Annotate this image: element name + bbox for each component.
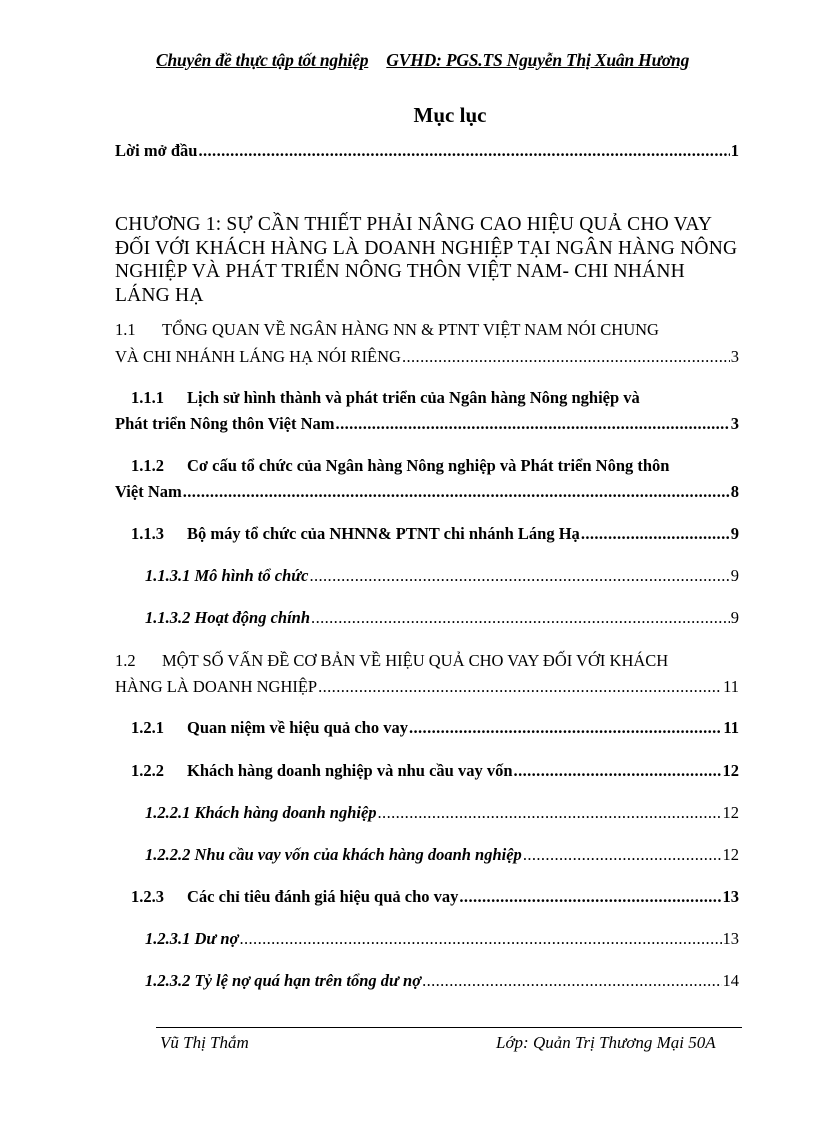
toc-entry-1-2-3[interactable]: 1.2.3 Các chỉ tiêu đánh giá hiệu quả cho vay ..... 13	[131, 887, 739, 907]
leader-dots	[198, 141, 729, 161]
toc-entry-1-1-3-1[interactable]: 1.1.3.1 Mô hình tổ chức ..... 9	[145, 566, 739, 586]
toc-entry-intro[interactable]	[115, 141, 739, 161]
toc-entry-1-1-3-2[interactable]: 1.1.3.2 Hoạt động chính ..... 9	[145, 608, 739, 628]
toc-entry-1-1-2-line1[interactable]: 1.1.2 Cơ cấu tổ chức của Ngân hàng Nông nghiệp và Phát triển Nông thôn	[131, 456, 670, 475]
toc-title: Mục lục	[413, 103, 487, 127]
toc-entry-1-2-line1[interactable]: 1.2 MỘT SỐ VẤN ĐỀ CƠ BẢN VỀ HIỆU QUẢ CHO VAY ĐỐI VỚI KHÁCH	[115, 651, 669, 670]
leader-dots	[523, 845, 722, 865]
toc-entry-1-2-line2[interactable]: HÀNG LÀ DOANH NGHIỆP ..... 11	[115, 677, 739, 697]
leader-dots	[402, 347, 730, 367]
toc-entry-1-1-1-line2[interactable]: Phát triển Nông thôn Việt Nam ..... 3	[115, 414, 739, 434]
toc-label: Lời mở đầu	[115, 141, 198, 160]
leader-dots	[309, 566, 729, 586]
toc-entry-1-2-1[interactable]: 1.2.1 Quan niệm về hiệu quả cho vay ..... 11	[131, 718, 739, 738]
leader-dots	[239, 929, 721, 949]
header-left: Chuyên đề thực tập tốt nghiệp	[156, 50, 369, 70]
toc-entry-1-2-2-2[interactable]: 1.2.2.2 Nhu cầu vay vốn của khách hàng doanh nghiệp ..... 12	[145, 845, 739, 865]
leader-dots	[378, 803, 722, 823]
leader-dots	[422, 971, 721, 991]
footer-author: Vũ Thị Thắm	[160, 1033, 249, 1052]
leader-dots	[311, 608, 730, 628]
leader-dots	[459, 887, 721, 907]
toc-entry-1-1-1-line1[interactable]: 1.1.1 Lịch sử hình thành và phát triển của Ngân hàng Nông nghiệp và	[131, 388, 640, 407]
chapter-heading: CHƯƠNG 1: SỰ CẦN THIẾT PHẢI NÂNG CAO HIỆU QUẢ CHO VAY ĐỐI VỚI KHÁCH HÀNG LÀ DOANH NGHIỆP TẠI NGÂN HÀNG NÔNG NGHIỆP VÀ PHÁT TRIỂN NÔNG THÔN VIỆT NAM- CHI NHÁNH LÁNG HẠ	[115, 214, 738, 306]
toc-entry-1-2-2[interactable]: 1.2.2 Khách hàng doanh nghiệp và nhu cầu vay vốn ..... 12	[131, 761, 739, 781]
toc-entry-1-2-3-1[interactable]: 1.2.3.1 Dư nợ ..... 13	[145, 929, 739, 949]
leader-dots	[183, 482, 730, 502]
toc-entry-1-2-3-2[interactable]: 1.2.3.2 Tỷ lệ nợ quá hạn trên tổng dư nợ ..... 14	[145, 971, 739, 991]
toc-entry-1-1-3[interactable]: 1.1.3 Bộ máy tổ chức của NHNN& PTNT chi nhánh Láng Hạ ..... 9	[131, 524, 739, 544]
toc-entry-1-1-line1[interactable]: 1.1 TỔNG QUAN VỀ NGÂN HÀNG NN & PTNT VIỆT NAM NÓI CHUNG	[115, 320, 659, 339]
footer-divider	[156, 1027, 742, 1028]
header-right: GVHD: PGS.TS Nguyễn Thị Xuân Hương	[386, 50, 690, 70]
page-header	[156, 50, 739, 71]
leader-dots	[409, 718, 722, 738]
toc-page: 1	[730, 141, 739, 160]
leader-dots	[581, 524, 730, 544]
leader-dots	[318, 677, 722, 697]
leader-dots	[336, 414, 730, 434]
toc-entry-1-1-2-line2[interactable]: Việt Nam ..... 8	[115, 482, 739, 502]
leader-dots	[514, 761, 722, 781]
footer-class: Lớp: Quản Trị Thương Mại 50A	[496, 1033, 716, 1052]
toc-entry-1-1-line2[interactable]: VÀ CHI NHÁNH LÁNG HẠ NÓI RIÊNG ..... 3	[115, 347, 739, 367]
toc-entry-1-2-2-1[interactable]: 1.2.2.1 Khách hàng doanh nghiệp ..... 12	[145, 803, 739, 823]
